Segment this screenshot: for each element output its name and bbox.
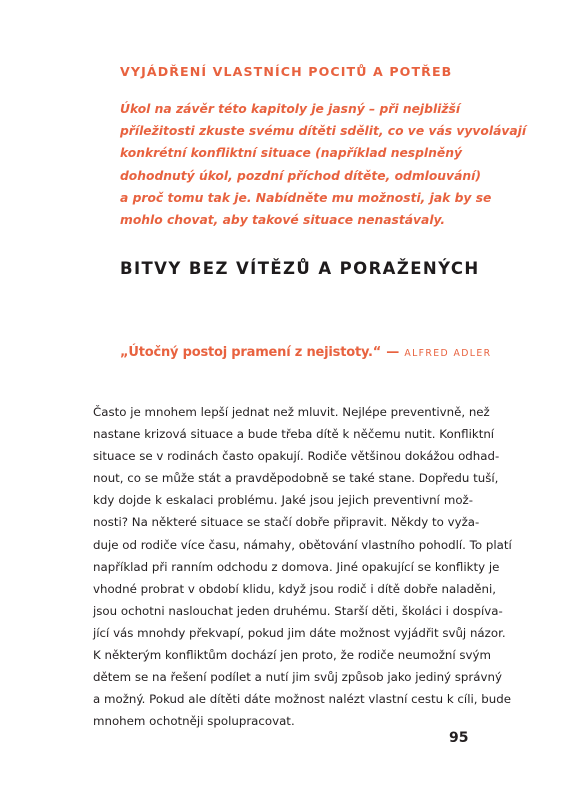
- body-line: nastane krizová situace a bude třeba dítě k něčemu nutit. Konfliktní: [93, 427, 495, 442]
- body-line: Často je mnohem lepší jednat než mluvit. Nejlépe preventivně, než: [93, 405, 490, 419]
- body-paragraph: [93, 401, 512, 732]
- body-line: jsou ochotni naslouchat jeden druhému. Starší děti, školáci i dospíva-: [93, 603, 503, 618]
- quote-text: „Útočný postoj pramení z nejistoty.“: [120, 345, 382, 360]
- body-line: a možný. Pokud ale dítěti dáte možnost nalézt vlastní cestu k cíli, bude: [93, 692, 511, 707]
- body-line: vhodné probrat v období klidu, když jsou rodič i dítě dobře naladěni,: [93, 581, 497, 596]
- body-line: kdy dojde k eskalaci problému. Jaké jsou jejich preventivní mož-: [93, 493, 473, 508]
- body-line: nout, co se může stát a pravděpodobně se také stane. Dopředu tuší,: [93, 471, 499, 486]
- body-line: jící vás mnohdy překvapí, pokud jim dáte možnost vyjádřit svůj názor.: [93, 625, 506, 640]
- exercise-title: VYJÁDŘENÍ VLASTNÍCH POCITŮ A POTŘEB: [120, 64, 453, 79]
- body-line: duje od rodiče více času, námahy, obětování vlastního pohodlí. To platí: [93, 537, 512, 552]
- exercise-line: mohlo chovat, aby takové situace nenastávaly.: [120, 213, 446, 228]
- exercise-line: a proč tomu tak je. Nabídněte mu možnosti, jak by se: [120, 190, 492, 205]
- quote-dash: —: [386, 345, 400, 360]
- epigraph-quote: [120, 341, 492, 360]
- exercise-line: Úkol na závěr této kapitoly je jasný – při nejbližší: [120, 102, 461, 116]
- page-number: 95: [449, 730, 469, 746]
- body-line: mnohem ochotněji spolupracovat.: [93, 714, 295, 729]
- exercise-line: konkrétní konfliktní situace (například nesplněný: [120, 146, 462, 161]
- body-line: K některým konfliktům dochází jen proto, že rodiče neumožní svým: [93, 648, 492, 663]
- body-line: situace se v rodinách často opakují. Rodiče většinou dokážou odhad-: [93, 449, 500, 464]
- quote-author: ALFRED ADLER: [404, 348, 492, 359]
- exercise-line: příležitosti zkuste svému dítěti sdělit, co ve vás vyvolávají: [120, 124, 527, 139]
- exercise-text: [120, 98, 527, 231]
- body-line: nosti? Na některé situace se stačí dobře připravit. Někdy to vyža-: [93, 515, 480, 530]
- body-line: dětem se na řešení podílet a nutí jim svůj způsob jako jediný správný: [93, 670, 502, 685]
- exercise-line: dohodnutý úkol, pozdní příchod dítěte, odmlouvání): [120, 168, 481, 183]
- section-title: BITVY BEZ VÍTĚZŮ A PORAŽENÝCH: [120, 259, 480, 278]
- body-line: například při ranním odchodu z domova. Jiné opakující se konflikty je: [93, 559, 500, 574]
